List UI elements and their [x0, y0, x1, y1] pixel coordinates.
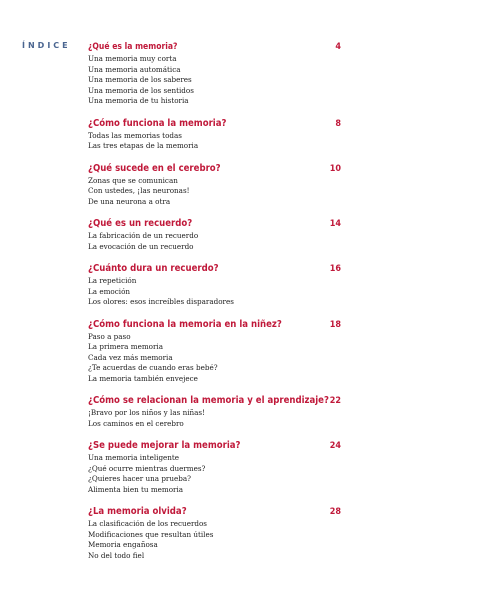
toc-chapter-heading[interactable]: [88, 117, 341, 131]
toc-subsection-item: Paso a paso: [88, 331, 131, 341]
toc-subsection-item: Los caminos en el cerebro: [88, 418, 184, 428]
toc-subsection-item: De una neurona a otra: [88, 196, 171, 206]
toc-subsection-item: ¡Bravo por los niños y las niñas!: [88, 408, 205, 417]
toc-subsection-item: La repetición: [88, 276, 137, 285]
toc-section: [88, 217, 341, 252]
chapter-page-number: 10: [329, 163, 341, 174]
chapter-page-number: 16: [329, 264, 341, 274]
chapter-page-number: 8: [335, 118, 341, 129]
toc-subsection-item: ¿Quieres hacer una prueba?: [88, 474, 191, 483]
toc-subsection-item: Una memoria inteligente: [88, 453, 180, 462]
toc-chapter-heading[interactable]: [88, 262, 341, 276]
toc-chapter-heading[interactable]: [88, 40, 341, 54]
chapter-title: ¿Cómo funciona la memoria?: [88, 117, 227, 129]
toc-section: [88, 40, 341, 107]
index-label: ÍNDICE: [22, 41, 71, 50]
toc-subsection-item: Una memoria muy corta: [88, 54, 177, 63]
toc-chapter-heading[interactable]: [88, 217, 341, 231]
toc-section: [88, 439, 341, 495]
toc-subsection-item: Modificaciones que resultan útiles: [88, 529, 214, 539]
toc-subsection-item: Una memoria automática: [88, 64, 181, 74]
toc-subsection-item: La memoria también envejece: [88, 373, 198, 383]
toc-subsection-item: Todas las memorias todas: [88, 130, 182, 140]
toc-chapter-heading[interactable]: [88, 162, 341, 176]
toc-subsection-item: Una memoria de tu historia: [88, 96, 189, 105]
toc-chapter-heading[interactable]: [88, 318, 341, 332]
toc-subsection-item: La emoción: [88, 286, 131, 296]
toc-chapter-heading[interactable]: [88, 394, 341, 408]
toc-subsection-item: ¿Qué ocurre mientras duermes?: [88, 463, 206, 473]
toc-subsection-item: Cada vez más memoria: [88, 352, 173, 362]
chapter-title: ¿Cuánto dura un recuerdo?: [88, 263, 219, 274]
toc-chapter-heading[interactable]: [88, 439, 341, 453]
toc-subsection-item: Una memoria de los saberes: [88, 75, 192, 84]
toc-subsection-item: Los olores: esos increíbles disparadores: [88, 297, 234, 306]
chapter-title: ¿Se puede mejorar la memoria?: [88, 440, 241, 451]
toc-subsection-item: Zonas que se comunican: [88, 175, 178, 185]
toc-subsection-item: Una memoria de los sentidos: [88, 85, 194, 95]
toc-section: [88, 318, 341, 385]
toc-subsection-item: No del todo fiel: [88, 550, 145, 560]
chapter-title: ¿Cómo funciona la memoria en la niñez?: [88, 318, 282, 330]
chapter-title: ¿Qué sucede en el cerebro?: [88, 162, 221, 174]
chapter-title: ¿Qué es la memoria?: [88, 42, 178, 52]
toc-subsection-item: Memoria engañosa: [88, 540, 158, 549]
toc-section: [88, 394, 341, 429]
chapter-title: ¿La memoria olvida?: [88, 506, 187, 517]
toc-section: [88, 505, 341, 561]
toc-subsection-item: Alimenta bien tu memoria: [88, 484, 184, 494]
chapter-title: ¿Cómo se relacionan la memoria y el aprendizaje?: [88, 395, 329, 406]
toc-subsection-item: La fabricación de un recuerdo: [88, 231, 199, 240]
toc-section: [88, 117, 341, 152]
chapter-title: ¿Qué es un recuerdo?: [88, 218, 193, 229]
toc-subsection-item: La primera memoria: [88, 342, 163, 351]
chapter-page-number: 18: [329, 319, 341, 330]
toc-subsection-item: ¿Te acuerdas de cuando eras bebé?: [88, 363, 218, 372]
toc-section: [88, 162, 341, 208]
toc-subsection-item: La evocación de un recuerdo: [88, 241, 194, 251]
chapter-page-number: 14: [329, 219, 341, 229]
toc-subsection-item: Con ustedes, ¡las neuronas!: [88, 186, 190, 195]
toc-subsection-item: Las tres etapas de la memoria: [88, 141, 199, 150]
chapter-page-number: 28: [329, 507, 341, 517]
table-of-contents: [88, 40, 341, 571]
chapter-page-number: 22: [329, 396, 341, 406]
toc-chapter-heading[interactable]: [88, 505, 341, 519]
chapter-page-number: 4: [335, 42, 341, 52]
chapter-page-number: 24: [329, 441, 341, 451]
toc-section: [88, 262, 341, 308]
toc-subsection-item: La clasificación de los recuerdos: [88, 519, 207, 528]
